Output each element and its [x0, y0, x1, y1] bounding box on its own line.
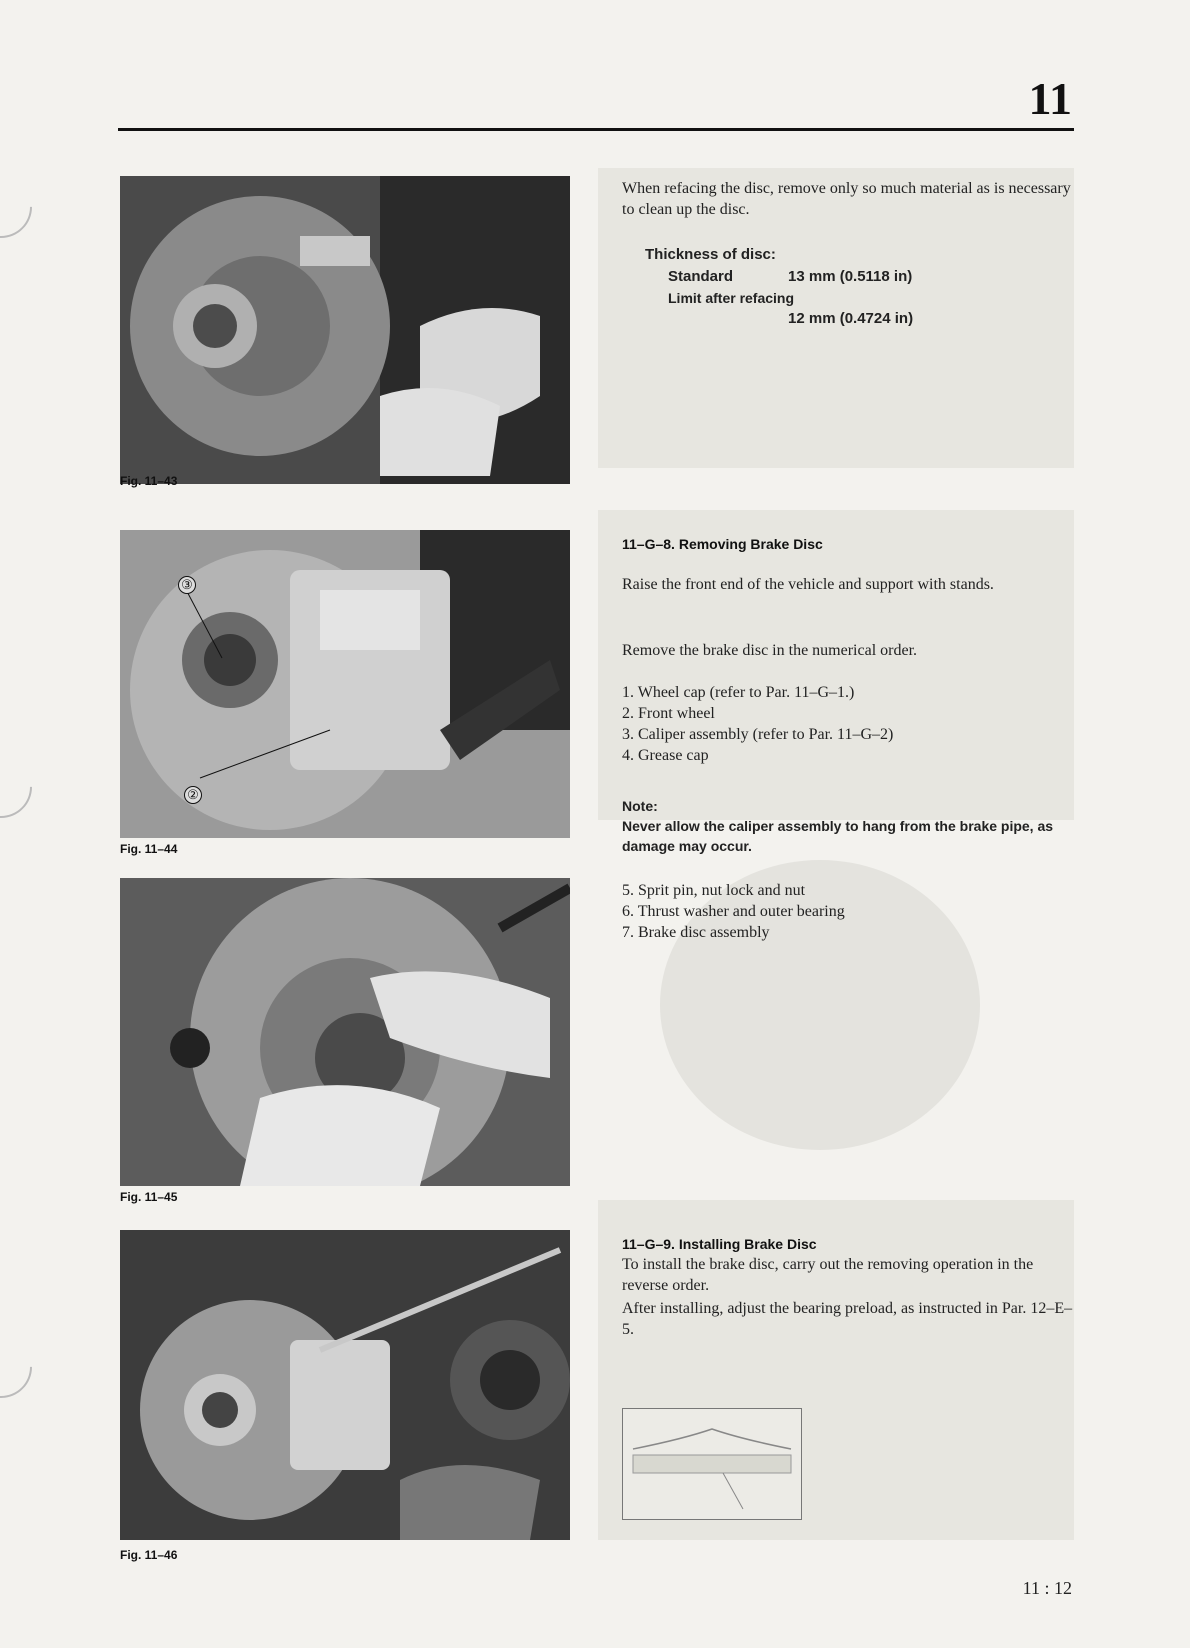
- spec-standard-value: 13 mm (0.5118 in): [788, 268, 913, 285]
- list-item: 5. Sprit pin, nut lock and nut: [622, 882, 806, 899]
- installing-para-1: To install the brake disc, carry out the removing operation in the reverse order.: [622, 1256, 1034, 1294]
- installing-para-2: After installing, adjust the bearing preload, as instructed in Par. 12–E–5.: [622, 1300, 1073, 1338]
- figure-caption: Fig. 11–44: [120, 842, 178, 856]
- spec-standard-label: Standard: [668, 268, 734, 285]
- note-text: Never allow the caliper assembly to hang from the brake pipe, as damage may occur.: [622, 818, 1054, 854]
- list-item: 2. Front wheel: [622, 705, 715, 722]
- removing-para-2: Remove the brake disc in the numerical order.: [622, 642, 918, 659]
- list-item: 7. Brake disc assembly: [622, 924, 770, 941]
- spec-limit-label: Limit after refacing: [668, 290, 795, 306]
- page-number: 11 : 12: [1022, 1578, 1072, 1598]
- photo-fig-11-46: [120, 1230, 570, 1540]
- ghost-diagram: [622, 1408, 802, 1520]
- section-heading-installing: 11–G–9. Installing Brake Disc: [622, 1236, 817, 1252]
- ghost-photo: [598, 510, 1074, 820]
- figure-caption: Fig. 11–46: [120, 1548, 178, 1562]
- removing-para-1: Raise the front end of the vehicle and support with stands.: [622, 576, 994, 593]
- note-title: Note:: [622, 798, 658, 814]
- removing-steps-2: [622, 880, 1074, 943]
- spec-limit-value: 12 mm (0.4724 in): [788, 310, 914, 327]
- intro-paragraph: When refacing the disc, remove only so much material as is necessary to clean up the disc.: [622, 180, 1071, 218]
- callout-3: ③: [178, 576, 196, 594]
- punch-hole: [0, 1323, 45, 1411]
- callout-2: ②: [184, 786, 202, 804]
- list-item: 6. Thrust washer and outer bearing: [622, 903, 845, 920]
- punch-hole: [0, 743, 45, 831]
- section-heading-removing: 11–G–8. Removing Brake Disc: [622, 536, 823, 552]
- punch-hole: [0, 163, 45, 251]
- header-rule: [118, 128, 1074, 131]
- figure-caption: Fig. 11–45: [120, 1190, 178, 1204]
- spec-title: Thickness of disc:: [645, 246, 776, 263]
- list-item: 1. Wheel cap (refer to Par. 11–G–1.): [622, 684, 855, 701]
- list-item: 3. Caliper assembly (refer to Par. 11–G–2): [622, 726, 894, 743]
- photo-fig-11-45: [120, 878, 570, 1186]
- removing-steps: [622, 682, 1074, 766]
- figure-caption: Fig. 11–43: [120, 474, 178, 488]
- list-item: 4. Grease cap: [622, 747, 709, 764]
- chapter-number: 11: [1028, 73, 1072, 124]
- photo-fig-11-43: [120, 176, 570, 484]
